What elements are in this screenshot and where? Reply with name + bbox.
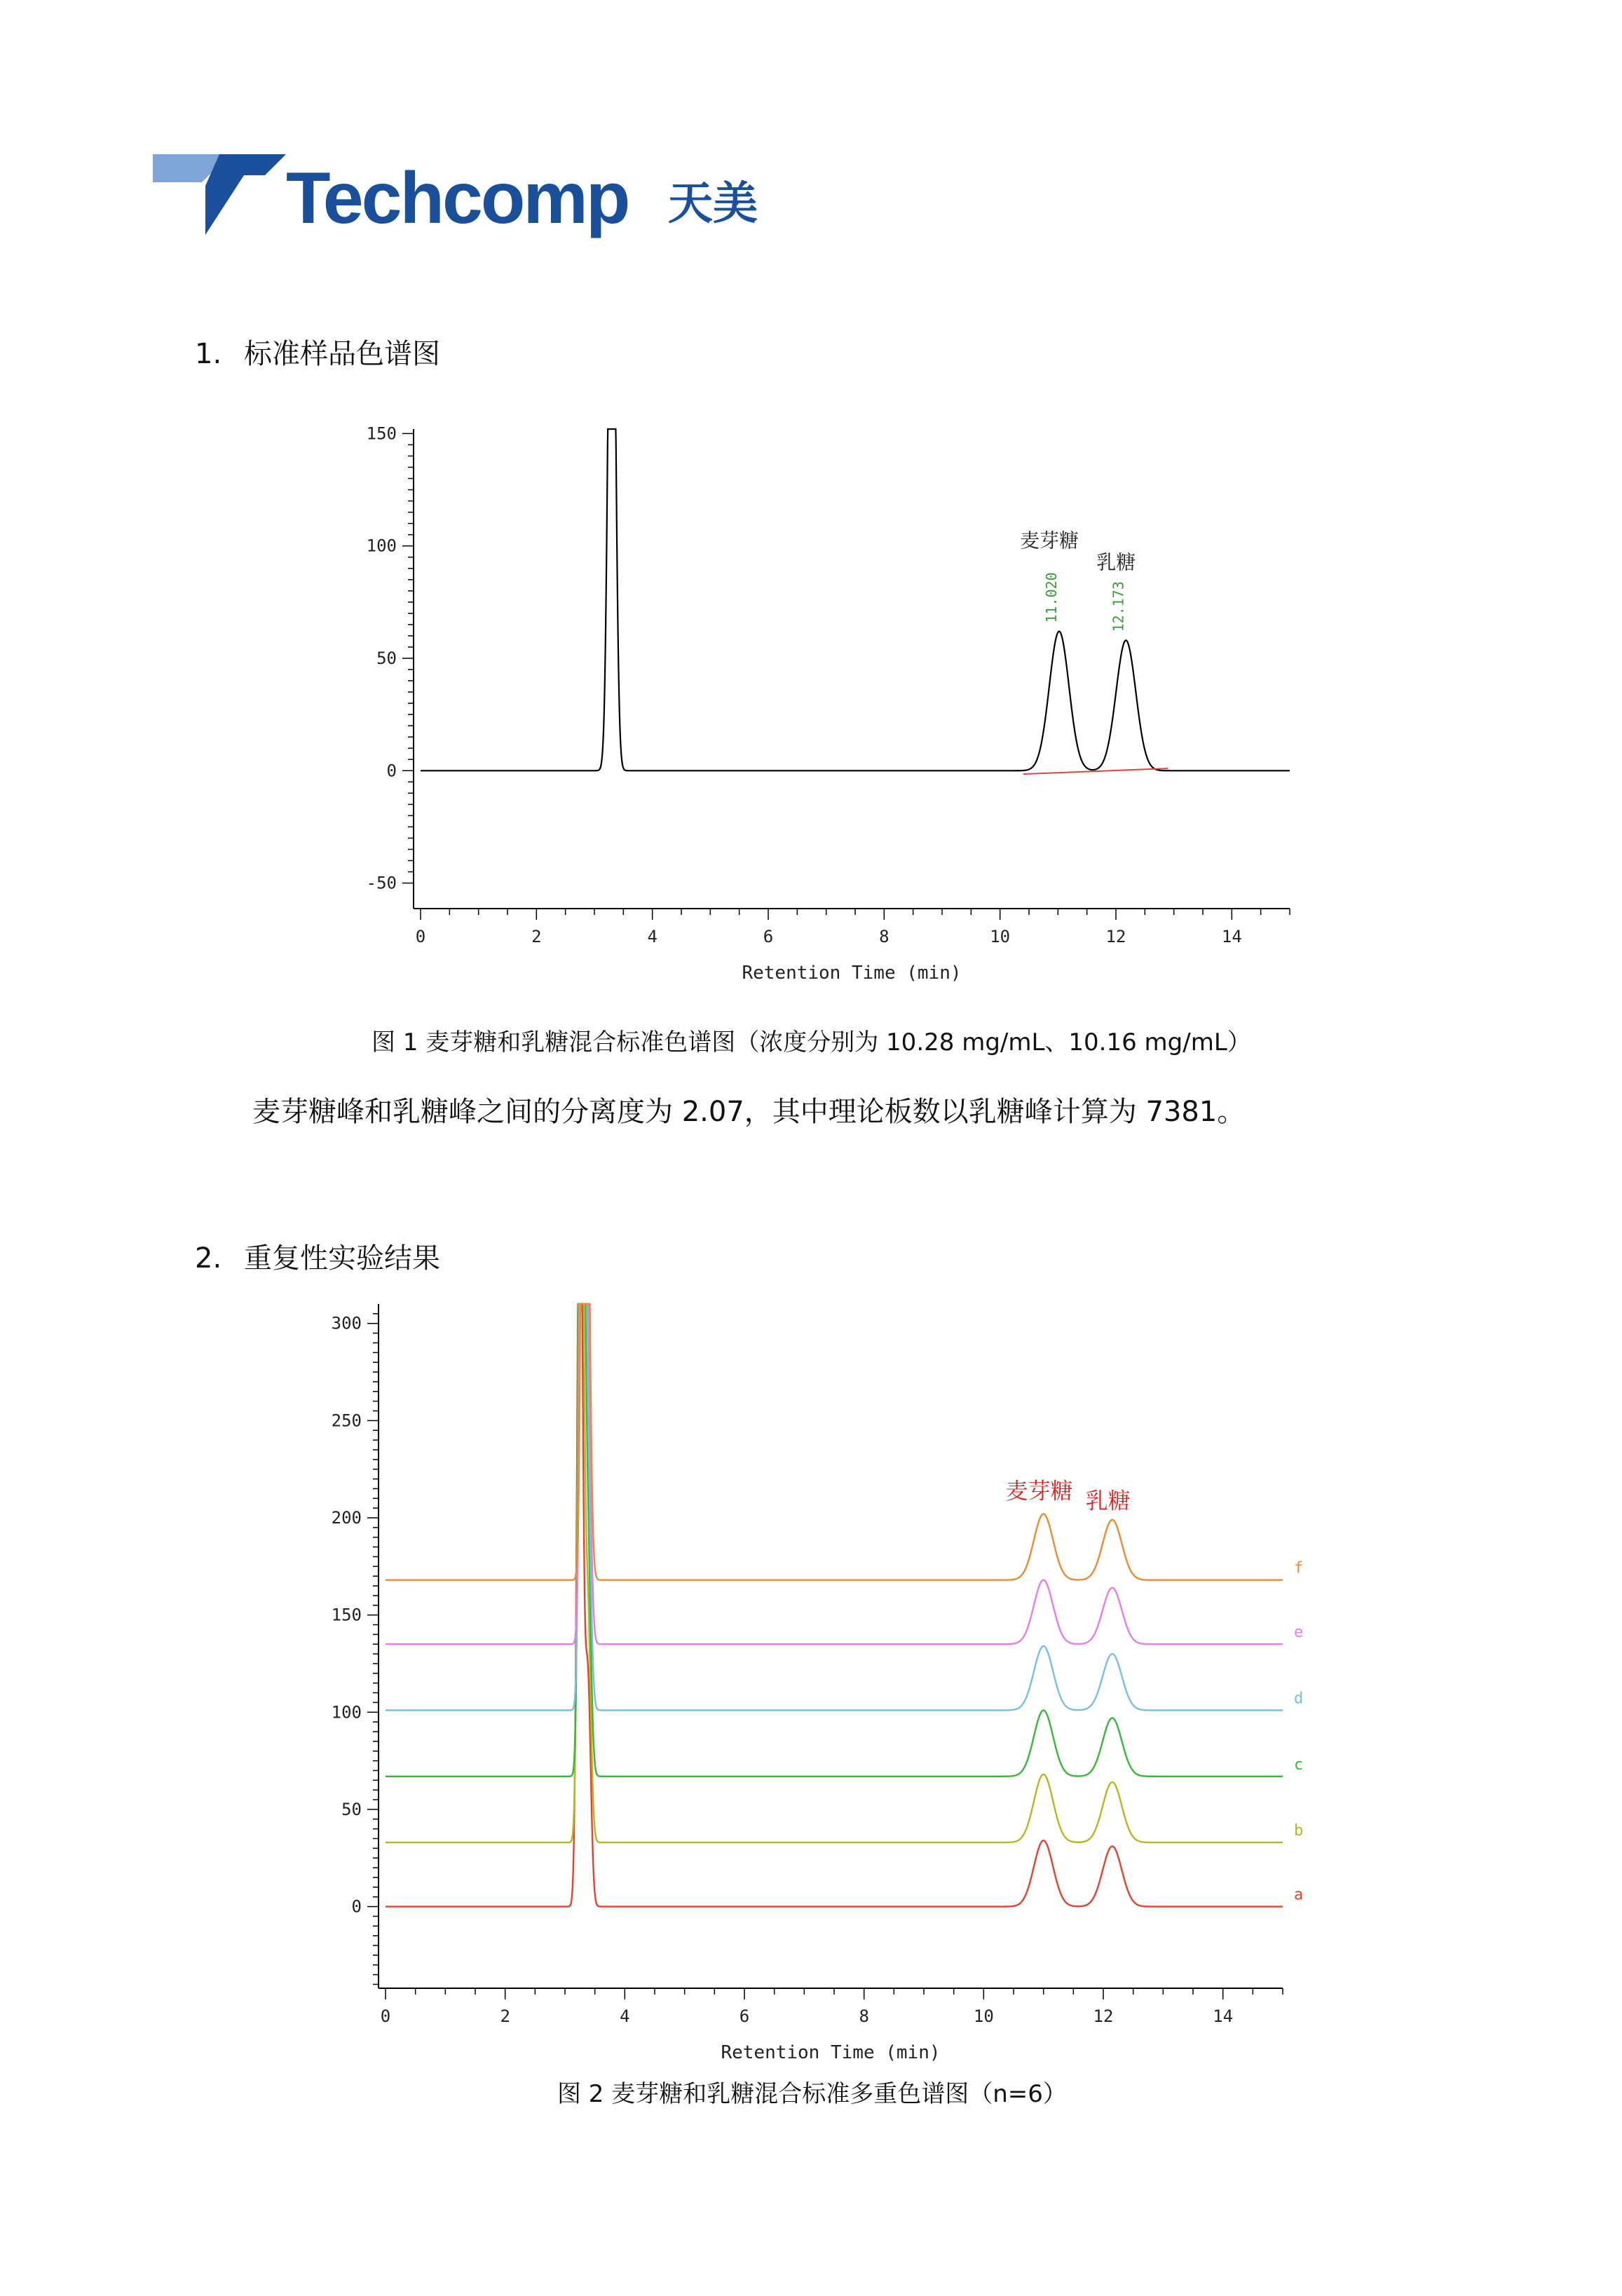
peak-label: 乳糖 bbox=[1096, 550, 1136, 574]
series-trace-a bbox=[386, 1304, 1283, 1907]
series-label-d: d bbox=[1294, 1690, 1304, 1708]
y-tick-label: 0 bbox=[386, 761, 397, 781]
peak-label: 麦芽糖 bbox=[1019, 529, 1079, 552]
x-tick-label: 2 bbox=[531, 927, 542, 946]
series-label-e: e bbox=[1294, 1624, 1304, 1642]
x-tick-label: 6 bbox=[739, 2006, 750, 2026]
y-tick-label: -50 bbox=[366, 873, 397, 893]
x-axis-title: Retention Time (min) bbox=[721, 2042, 941, 2061]
y-tick-label: 100 bbox=[331, 1702, 362, 1723]
peak-label: 乳糖 bbox=[1085, 1487, 1131, 1514]
x-tick-label: 14 bbox=[1213, 2006, 1234, 2026]
series-trace-d bbox=[386, 1304, 1283, 1711]
x-axis-title: Retention Time (min) bbox=[742, 963, 962, 984]
chart-1 bbox=[322, 414, 1304, 1005]
x-tick-label: 8 bbox=[879, 927, 890, 946]
x-tick-label: 12 bbox=[1105, 927, 1126, 946]
x-tick-label: 12 bbox=[1093, 2006, 1114, 2026]
series-label-f: f bbox=[1294, 1559, 1304, 1577]
section-1-number: 1. bbox=[195, 338, 222, 370]
series-trace-b bbox=[386, 1304, 1283, 1842]
series-label-a: a bbox=[1294, 1886, 1304, 1904]
logo-cn-text: 天美 bbox=[668, 178, 758, 230]
chromatogram-trace bbox=[421, 429, 1290, 770]
figure-1-caption: 图 1 麦芽糖和乳糖混合标准色谱图（浓度分别为 10.28 mg/mL、10.16 mg/mL） bbox=[372, 1028, 1251, 1057]
y-tick-label: 200 bbox=[331, 1508, 362, 1528]
section-2-number: 2. bbox=[195, 1242, 222, 1275]
x-tick-label: 0 bbox=[380, 2006, 391, 2026]
x-tick-label: 4 bbox=[647, 927, 657, 946]
chart-1-svg bbox=[322, 414, 1304, 1003]
series-trace-e bbox=[386, 1304, 1283, 1644]
body-paragraph: 麦芽糖峰和乳糖峰之间的分离度为 2.07，其中理论板数以乳糖峰计算为 7381。 bbox=[252, 1096, 1246, 1128]
y-tick-label: 50 bbox=[341, 1799, 362, 1819]
x-tick-label: 2 bbox=[500, 2006, 510, 2026]
x-tick-label: 10 bbox=[990, 927, 1011, 946]
series-label-c: c bbox=[1294, 1755, 1304, 1774]
series-trace-f bbox=[386, 1304, 1283, 1580]
y-tick-label: 150 bbox=[366, 423, 397, 444]
chart-2-svg bbox=[287, 1297, 1339, 2061]
x-tick-label: 8 bbox=[859, 2006, 869, 2026]
section-1-title: 标准样品色谱图 bbox=[244, 338, 440, 370]
logo-brand-shape bbox=[205, 154, 286, 235]
chart-2 bbox=[287, 1297, 1339, 2064]
x-tick-label: 14 bbox=[1221, 927, 1242, 946]
y-tick-label: 0 bbox=[351, 1896, 362, 1917]
x-tick-label: 10 bbox=[973, 2006, 994, 2026]
peak-rt-label: 11.020 bbox=[1042, 572, 1060, 623]
series-trace-c bbox=[386, 1304, 1283, 1777]
section-2-title: 重复性实验结果 bbox=[244, 1242, 440, 1275]
section-2-heading bbox=[195, 1241, 440, 1276]
y-tick-label: 50 bbox=[376, 648, 397, 668]
y-tick-label: 300 bbox=[331, 1313, 362, 1333]
peak-label: 麦芽糖 bbox=[1005, 1477, 1073, 1504]
y-tick-label: 250 bbox=[331, 1411, 362, 1431]
figure-2-caption: 图 2 麦芽糖和乳糖混合标准多重色谱图（n=6） bbox=[557, 2080, 1067, 2108]
techcomp-logo bbox=[153, 147, 784, 245]
y-tick-label: 150 bbox=[331, 1605, 362, 1625]
logo-text: Techcomp bbox=[286, 158, 629, 239]
x-tick-label: 4 bbox=[620, 2006, 630, 2026]
y-tick-label: 100 bbox=[366, 536, 397, 556]
section-1-heading bbox=[195, 337, 440, 372]
x-tick-label: 0 bbox=[415, 927, 426, 946]
series-label-b: b bbox=[1294, 1822, 1304, 1840]
peak-rt-label: 12.173 bbox=[1110, 581, 1127, 632]
techcomp-logo-icon bbox=[153, 147, 784, 245]
x-tick-label: 6 bbox=[763, 927, 774, 946]
